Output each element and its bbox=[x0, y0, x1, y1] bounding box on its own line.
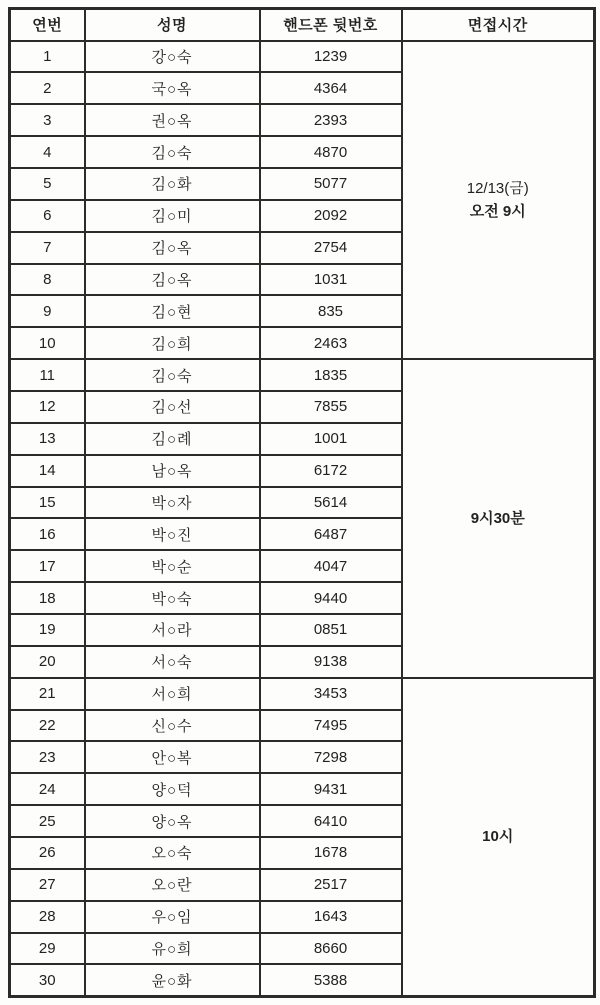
interview-time-cell bbox=[402, 359, 595, 678]
row-serial-number: 7 bbox=[10, 232, 85, 264]
row-serial-number: 4 bbox=[10, 136, 85, 168]
row-name: 윤○화 bbox=[85, 964, 260, 996]
row-name: 김○현 bbox=[85, 295, 260, 327]
table-row bbox=[10, 678, 595, 710]
row-serial-number: 20 bbox=[10, 646, 85, 678]
row-serial-number: 12 bbox=[10, 391, 85, 423]
interview-date: 12/13(금) bbox=[466, 179, 529, 197]
row-phone-last-digits: 4047 bbox=[260, 550, 402, 582]
row-name: 양○덕 bbox=[85, 773, 260, 805]
row-name: 박○숙 bbox=[85, 582, 260, 614]
row-name: 강○숙 bbox=[85, 41, 260, 73]
row-phone-last-digits: 0851 bbox=[260, 614, 402, 646]
row-serial-number: 6 bbox=[10, 200, 85, 232]
row-name: 김○선 bbox=[85, 391, 260, 423]
interview-time: 10시 bbox=[482, 828, 514, 846]
row-serial-number: 19 bbox=[10, 614, 85, 646]
row-serial-number: 28 bbox=[10, 901, 85, 933]
row-phone-last-digits: 7855 bbox=[260, 391, 402, 423]
table-header bbox=[10, 9, 595, 41]
row-phone-last-digits: 1001 bbox=[260, 423, 402, 455]
row-name: 김○숙 bbox=[85, 136, 260, 168]
row-name: 국○옥 bbox=[85, 72, 260, 104]
interview-time: 오전 9시 bbox=[469, 202, 526, 220]
row-phone-last-digits: 1643 bbox=[260, 901, 402, 933]
row-serial-number: 30 bbox=[10, 964, 85, 996]
row-serial-number: 14 bbox=[10, 455, 85, 487]
row-name: 서○희 bbox=[85, 678, 260, 710]
row-phone-last-digits: 4364 bbox=[260, 72, 402, 104]
row-name: 김○미 bbox=[85, 200, 260, 232]
row-serial-number: 24 bbox=[10, 773, 85, 805]
header-interview-time: 면접시간 bbox=[402, 9, 595, 41]
row-serial-number: 11 bbox=[10, 359, 85, 391]
row-phone-last-digits: 2754 bbox=[260, 232, 402, 264]
row-name: 양○옥 bbox=[85, 805, 260, 837]
row-name: 오○숙 bbox=[85, 837, 260, 869]
row-phone-last-digits: 2463 bbox=[260, 327, 402, 359]
header-phone-last-digits: 핸드폰 뒷번호 bbox=[260, 9, 402, 41]
table-body bbox=[10, 41, 595, 997]
row-phone-last-digits: 1835 bbox=[260, 359, 402, 391]
row-name: 김○숙 bbox=[85, 359, 260, 391]
interview-schedule-table bbox=[8, 7, 596, 998]
row-phone-last-digits: 9440 bbox=[260, 582, 402, 614]
row-phone-last-digits: 3453 bbox=[260, 678, 402, 710]
row-phone-last-digits: 2393 bbox=[260, 104, 402, 136]
row-serial-number: 23 bbox=[10, 741, 85, 773]
interview-time-cell bbox=[402, 41, 595, 360]
row-serial-number: 3 bbox=[10, 104, 85, 136]
row-serial-number: 29 bbox=[10, 933, 85, 965]
row-name: 서○라 bbox=[85, 614, 260, 646]
row-name: 서○숙 bbox=[85, 646, 260, 678]
row-phone-last-digits: 5388 bbox=[260, 964, 402, 996]
row-serial-number: 16 bbox=[10, 518, 85, 550]
row-phone-last-digits: 4870 bbox=[260, 136, 402, 168]
interview-time-cell bbox=[402, 678, 595, 997]
row-name: 김○옥 bbox=[85, 264, 260, 296]
row-name: 김○옥 bbox=[85, 232, 260, 264]
row-name: 김○례 bbox=[85, 423, 260, 455]
row-phone-last-digits: 835 bbox=[260, 295, 402, 327]
row-serial-number: 10 bbox=[10, 327, 85, 359]
row-name: 안○복 bbox=[85, 741, 260, 773]
row-name: 남○옥 bbox=[85, 455, 260, 487]
header-name: 성명 bbox=[85, 9, 260, 41]
row-name: 오○란 bbox=[85, 869, 260, 901]
table-row bbox=[10, 41, 595, 73]
row-serial-number: 15 bbox=[10, 487, 85, 519]
interview-time: 9시30분 bbox=[470, 509, 525, 527]
row-name: 우○임 bbox=[85, 901, 260, 933]
row-serial-number: 5 bbox=[10, 168, 85, 200]
row-phone-last-digits: 1678 bbox=[260, 837, 402, 869]
row-name: 박○진 bbox=[85, 518, 260, 550]
row-serial-number: 26 bbox=[10, 837, 85, 869]
row-name: 박○순 bbox=[85, 550, 260, 582]
row-name: 유○희 bbox=[85, 933, 260, 965]
row-serial-number: 9 bbox=[10, 295, 85, 327]
row-serial-number: 8 bbox=[10, 264, 85, 296]
header-serial-number: 연번 bbox=[10, 9, 85, 41]
row-name: 박○자 bbox=[85, 487, 260, 519]
row-serial-number: 25 bbox=[10, 805, 85, 837]
row-phone-last-digits: 9431 bbox=[260, 773, 402, 805]
row-name: 권○옥 bbox=[85, 104, 260, 136]
row-phone-last-digits: 1031 bbox=[260, 264, 402, 296]
row-serial-number: 1 bbox=[10, 41, 85, 73]
row-phone-last-digits: 2092 bbox=[260, 200, 402, 232]
header-row bbox=[10, 9, 595, 41]
row-name: 김○희 bbox=[85, 327, 260, 359]
row-phone-last-digits: 9138 bbox=[260, 646, 402, 678]
row-serial-number: 21 bbox=[10, 678, 85, 710]
row-phone-last-digits: 5614 bbox=[260, 487, 402, 519]
row-serial-number: 18 bbox=[10, 582, 85, 614]
row-serial-number: 13 bbox=[10, 423, 85, 455]
row-phone-last-digits: 7298 bbox=[260, 741, 402, 773]
row-phone-last-digits: 8660 bbox=[260, 933, 402, 965]
row-serial-number: 17 bbox=[10, 550, 85, 582]
row-name: 김○화 bbox=[85, 168, 260, 200]
row-phone-last-digits: 5077 bbox=[260, 168, 402, 200]
row-phone-last-digits: 1239 bbox=[260, 41, 402, 73]
row-serial-number: 2 bbox=[10, 72, 85, 104]
row-serial-number: 27 bbox=[10, 869, 85, 901]
row-serial-number: 22 bbox=[10, 710, 85, 742]
row-phone-last-digits: 6410 bbox=[260, 805, 402, 837]
row-phone-last-digits: 7495 bbox=[260, 710, 402, 742]
row-phone-last-digits: 6172 bbox=[260, 455, 402, 487]
row-phone-last-digits: 6487 bbox=[260, 518, 402, 550]
row-phone-last-digits: 2517 bbox=[260, 869, 402, 901]
row-name: 신○수 bbox=[85, 710, 260, 742]
table-row bbox=[10, 359, 595, 391]
